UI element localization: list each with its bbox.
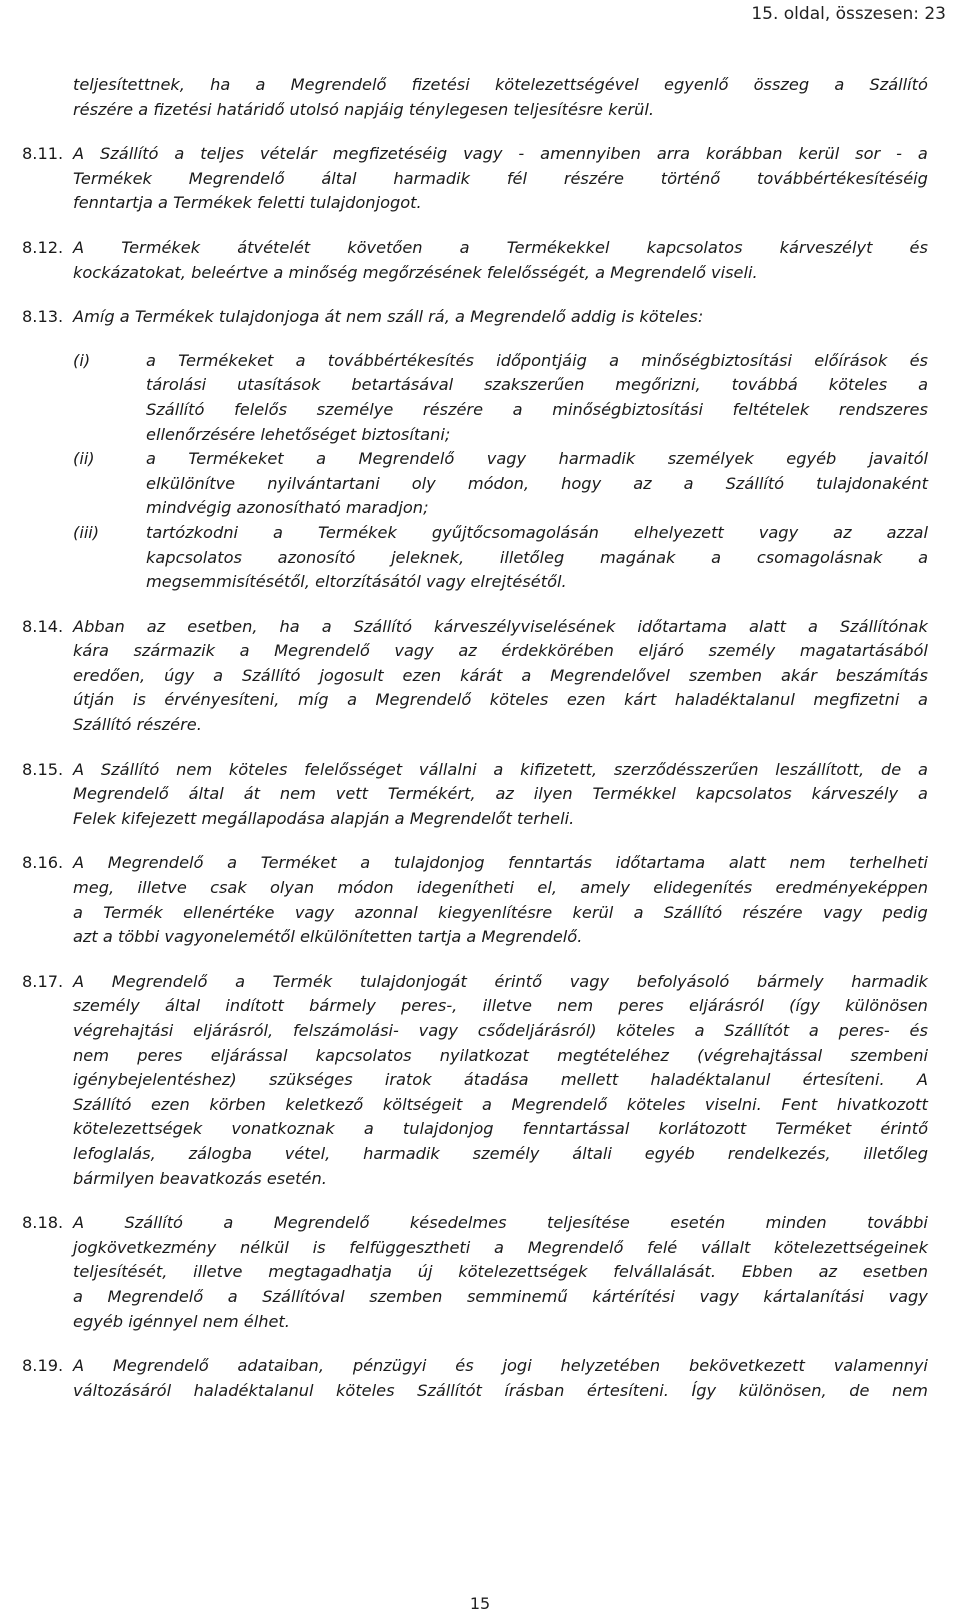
section-8-19 bbox=[22, 1354, 928, 1403]
section-number: 8.14. bbox=[22, 616, 64, 636]
text-line: a Megrendelő a Szállítóval szemben semminemű kártérítési vagy kártalanítási vagy bbox=[73, 1286, 928, 1306]
text-line: kötelezettségek vonatkoznak a tulajdonjog fenntartással korlátozott Terméket érintő bbox=[73, 1119, 928, 1139]
section-text bbox=[73, 851, 928, 949]
section-number: 8.15. bbox=[22, 759, 64, 779]
obligation-item bbox=[73, 521, 928, 595]
text-line: igénybejelentéshez) szükséges iratok átadása mellett haladéktalanul értesíteni. A bbox=[73, 1070, 928, 1090]
section-number: 8.11. bbox=[22, 144, 64, 164]
section-number: 8.13. bbox=[22, 307, 64, 327]
text-line: meg, illetve csak olyan módon idegenítheti el, amely elidegenítés eredményeképpen bbox=[73, 878, 928, 898]
text-line: teljesítését, illetve megtagadhatja új kötelezettségek felvállalását. Ebben az esetben bbox=[73, 1262, 928, 1282]
text-line: Szállító ezen körben keletkező költségeit a Megrendelő köteles viselni. Fent hivatkozott bbox=[73, 1094, 928, 1114]
obligations-list bbox=[73, 349, 928, 595]
text-line: a Termékeket a Megrendelő vagy harmadik személyek egyéb javaitól bbox=[146, 449, 928, 469]
text-line: bármilyen beavatkozás esetén. bbox=[73, 1168, 327, 1188]
obligation-text bbox=[146, 349, 928, 447]
text-line: Szállító felelős személye részére a minőségbiztosítási feltételek rendszeres bbox=[146, 399, 928, 419]
obligation-label: (ii) bbox=[73, 449, 95, 469]
text-line: Megrendelő által át nem vett Termékért, az ilyen Termékkel kapcsolatos kárveszély a bbox=[73, 784, 928, 804]
section-text bbox=[73, 142, 928, 216]
text-line: elkülönítve nyilvántartani oly módon, hogy az a Szállító tulajdonaként bbox=[146, 473, 928, 493]
intro-paragraph bbox=[22, 73, 928, 122]
section-text bbox=[73, 305, 928, 330]
text-line: Amíg a Termékek tulajdonjoga át nem száll rá, a Megrendelő addig is köteles: bbox=[73, 307, 704, 327]
text-line: kapcsolatos azonosító jeleknek, illetőleg magának a csomagolásnak a bbox=[146, 547, 928, 567]
intro-text bbox=[73, 73, 928, 122]
section-8-18 bbox=[22, 1211, 928, 1334]
text-line: A Szállító a Megrendelő késedelmes teljesítése esetén minden további bbox=[73, 1213, 928, 1233]
section-8-15 bbox=[22, 758, 928, 832]
text-line: Termékek Megrendelő által harmadik fél részére történő továbbértékesítéséig bbox=[73, 168, 928, 188]
text-line: Szállító részére. bbox=[73, 715, 202, 735]
section-number: 8.19. bbox=[22, 1356, 64, 1376]
text-line: jogkövetkezmény nélkül is felfüggesztheti a Megrendelő felé vállalt kötelezettségeinek bbox=[73, 1237, 928, 1257]
section-8-16 bbox=[22, 851, 928, 949]
section-8-17 bbox=[22, 970, 928, 1191]
text-line: Felek kifejezett megállapodása alapján a Megrendelőt terheli. bbox=[73, 808, 575, 828]
text-line: nem peres eljárással kapcsolatos nyilatkozat megtételéhez (végrehajtással szembeni bbox=[73, 1045, 928, 1065]
text-line: mindvégig azonosítható maradjon; bbox=[146, 498, 429, 518]
text-line: útján is érvényesíteni, míg a Megrendelő köteles ezen kárt haladéktalanul megfizetni a bbox=[73, 690, 928, 710]
text-line: kára származik a Megrendelő vagy az érdekkörében eljáró személy magatartásából bbox=[73, 641, 928, 661]
text-line: a Termék ellenértéke vagy azonnal kiegyenlítésre kerül a Szállító részére vagy pedig bbox=[73, 902, 928, 922]
obligation-label: (iii) bbox=[73, 522, 100, 542]
text-line: A Megrendelő a Termék tulajdonjogát érintő vagy befolyásoló bármely harmadik bbox=[73, 971, 928, 991]
text-line: A Szállító nem köteles felelősséget vállalni a kifizetett, szerződésszerűen leszállított, de a bbox=[73, 759, 928, 779]
section-number: 8.16. bbox=[22, 853, 64, 873]
text-line: A Megrendelő a Terméket a tulajdonjog fenntartás időtartama alatt nem terhelheti bbox=[73, 853, 928, 873]
section-text bbox=[73, 615, 928, 738]
text-line: lefoglalás, zálogba vétel, harmadik személy általi egyéb rendelkezés, illetőleg bbox=[73, 1143, 928, 1163]
text-line: ellenőrzésére lehetőséget biztosítani; bbox=[146, 424, 451, 444]
text-line: A Megrendelő adataiban, pénzügyi és jogi helyzetében bekövetkezett valamennyi bbox=[73, 1356, 928, 1376]
obligation-item bbox=[73, 349, 928, 447]
text-line: a Termékeket a továbbértékesítés időpontjáig a minőségbiztosítási előírások és bbox=[146, 350, 928, 370]
text-line: részére a fizetési határidő utolsó napjáig ténylegesen teljesítésre kerül. bbox=[73, 99, 655, 119]
obligation-label: (i) bbox=[73, 350, 91, 370]
section-number: 8.12. bbox=[22, 237, 64, 257]
obligation-item bbox=[73, 447, 928, 521]
section-8-11 bbox=[22, 142, 928, 216]
section-text bbox=[73, 970, 928, 1191]
section-text bbox=[73, 236, 928, 285]
section-text bbox=[73, 1211, 928, 1334]
text-line: tartózkodni a Termékek gyűjtőcsomagolásán elhelyezett vagy az azzal bbox=[146, 522, 928, 542]
section-number: 8.18. bbox=[22, 1213, 64, 1233]
section-text bbox=[73, 1354, 928, 1403]
obligation-text bbox=[146, 521, 928, 595]
text-line: eredően, úgy a Szállító jogosult ezen kárát a Megrendelővel szemben akár beszámítás bbox=[73, 665, 928, 685]
text-line: személy által indított bármely peres-, illetve nem peres eljárásról (így különösen bbox=[73, 996, 928, 1016]
text-line: kockázatokat, beleértve a minőség megőrzésének felelősségét, a Megrendelő viseli. bbox=[73, 262, 758, 282]
section-number: 8.17. bbox=[22, 971, 64, 991]
section-text bbox=[73, 758, 928, 832]
text-line: megsemmisítésétől, eltorzításától vagy elrejtésétől. bbox=[146, 572, 567, 592]
section-8-13 bbox=[22, 305, 928, 330]
page-number: 15 bbox=[469, 1594, 491, 1613]
document-body bbox=[22, 73, 928, 1403]
obligation-text bbox=[146, 447, 928, 521]
text-line: változásáról haladéktalanul köteles Szállítót írásban értesíteni. Így különösen, de nem bbox=[73, 1380, 928, 1400]
text-line: fenntartja a Termékek feletti tulajdonjogot. bbox=[73, 193, 422, 213]
text-line: A Termékek átvételét követően a Termékekkel kapcsolatos kárveszélyt és bbox=[73, 237, 928, 257]
text-line: egyéb igénnyel nem élhet. bbox=[73, 1311, 290, 1331]
sections-bottom bbox=[22, 615, 928, 1404]
section-8-14 bbox=[22, 615, 928, 738]
text-line: azt a többi vagyonelemétől elkülönítetten tartja a Megrendelő. bbox=[73, 927, 583, 947]
text-line: Abban az esetben, ha a Szállító kárveszélyviselésének időtartama alatt a Szállítónak bbox=[73, 616, 928, 636]
text-line: teljesítettnek, ha a Megrendelő fizetési kötelezettségével egyenlő összeg a Szállító bbox=[73, 75, 928, 94]
sections-top bbox=[22, 142, 928, 330]
page-header: 15. oldal, összesen: 23 bbox=[751, 4, 946, 24]
section-8-12 bbox=[22, 236, 928, 285]
text-line: A Szállító a teljes vételár megfizetéséig vagy - amennyiben arra korábban kerül sor - a bbox=[73, 144, 928, 164]
text-line: tárolási utasítások betartásával szakszerűen megőrizni, továbbá köteles a bbox=[146, 375, 928, 395]
text-line: végrehajtási eljárásról, felszámolási- vagy csődeljárásról) köteles a Szállítót a peres- és bbox=[73, 1021, 928, 1040]
